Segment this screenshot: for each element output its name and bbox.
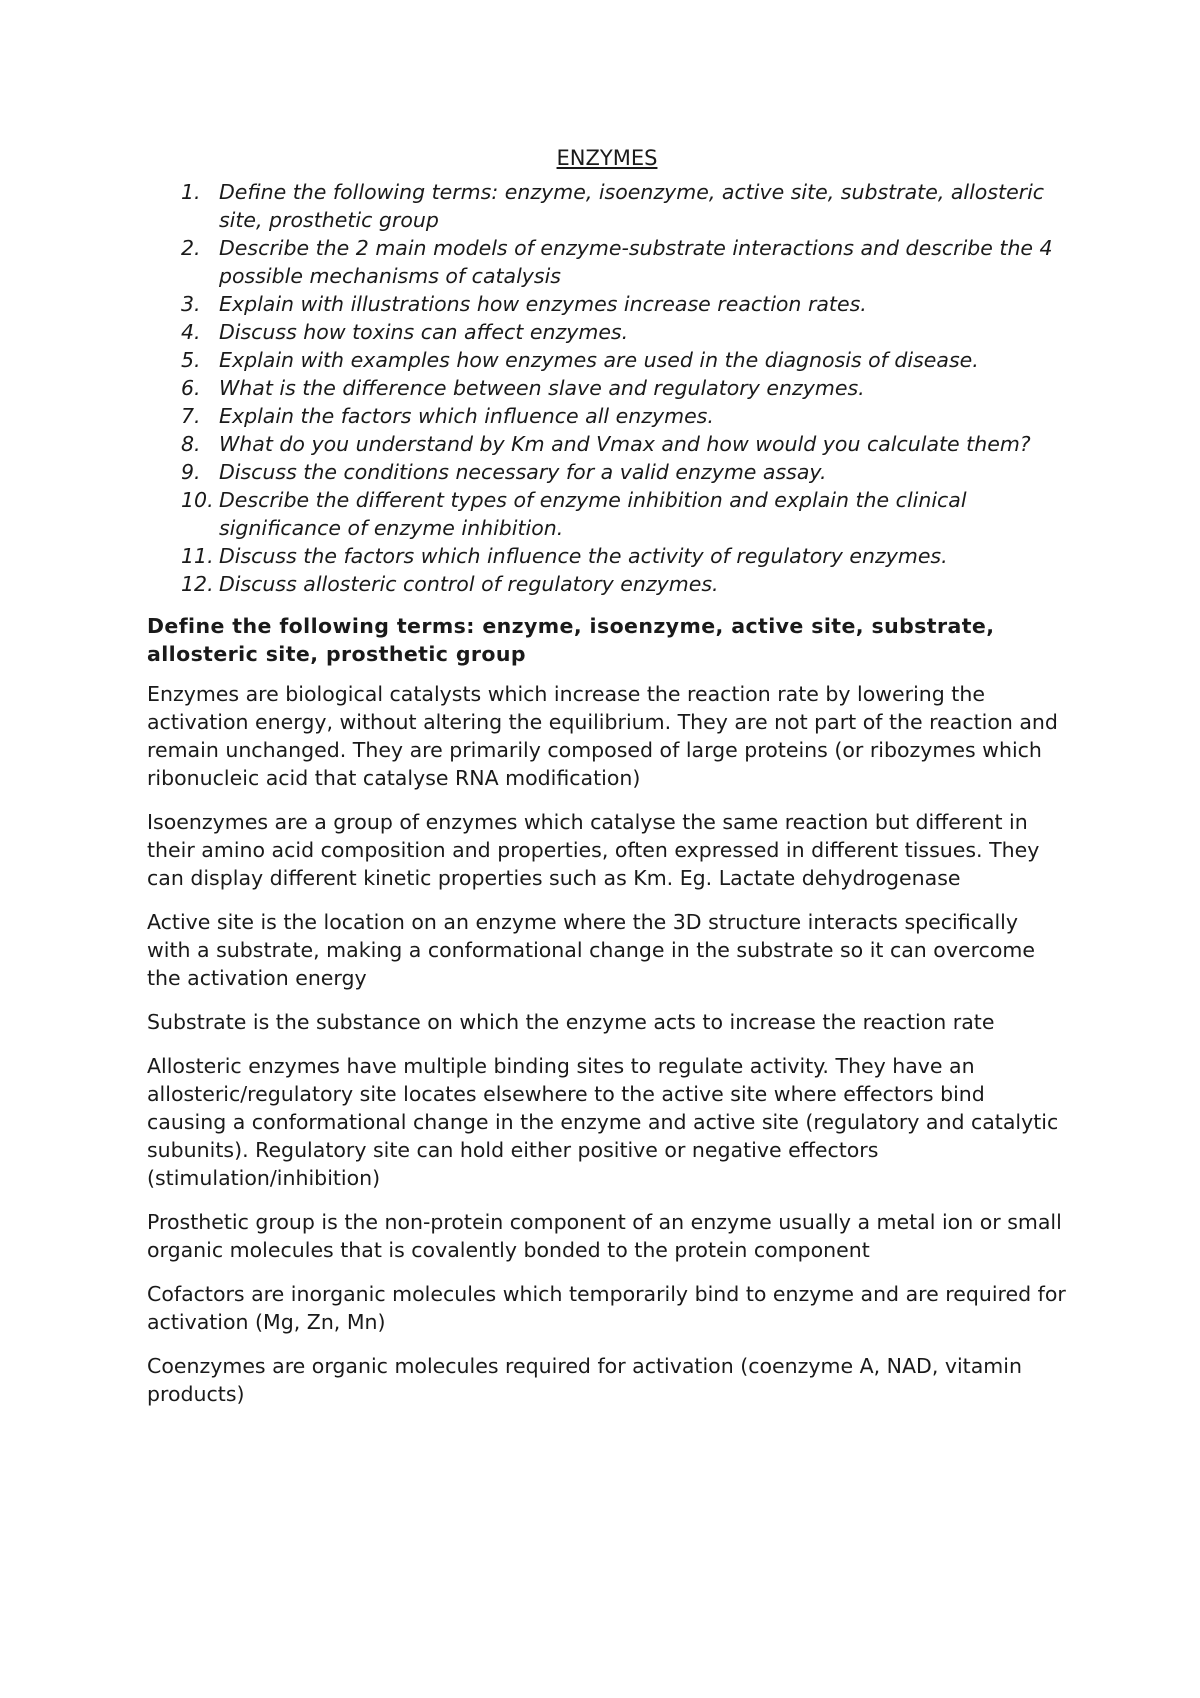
question-item bbox=[147, 542, 1067, 570]
question-number: 5. bbox=[181, 348, 201, 372]
question-item bbox=[147, 570, 1067, 598]
paragraph-enzymes: Enzymes are biological catalysts which increase the reaction rate by lowering the activation energy, without altering the equilibrium. They are not part of the reaction and remain unchanged. They are primarily composed of large proteins (or ribozymes which ribonucleic acid that catalyse RNA modification) bbox=[147, 682, 1058, 790]
question-text: Discuss how toxins can affect enzymes. bbox=[219, 320, 629, 344]
document-title: ENZYMES bbox=[556, 146, 658, 170]
question-number: 4. bbox=[181, 320, 201, 344]
question-text: Discuss allosteric control of regulatory enzymes. bbox=[219, 572, 719, 596]
question-text: Describe the 2 main models of enzyme-substrate interactions and describe the 4 possible mechanisms of catalysis bbox=[219, 236, 1053, 288]
question-number: 12. bbox=[181, 572, 214, 596]
paragraph-allosteric: Allosteric enzymes have multiple binding sites to regulate activity. They have an allosteric/regulatory site locates elsewhere to the active site where effectors bind causing a conformational change in the enzyme and active site (regulatory and catalytic subunits). Regulatory site can hold either positive or negative effectors (stimulation/inhibition) bbox=[147, 1054, 1059, 1190]
question-number: 10. bbox=[181, 488, 214, 512]
question-item bbox=[147, 290, 1067, 318]
paragraph-substrate: Substrate is the substance on which the enzyme acts to increase the reaction rate bbox=[147, 1010, 995, 1034]
question-item bbox=[147, 402, 1067, 430]
document-page bbox=[147, 140, 1067, 1424]
question-text: Explain with examples how enzymes are used in the diagnosis of disease. bbox=[219, 348, 979, 372]
question-text: What do you understand by Km and Vmax and how would you calculate them? bbox=[219, 432, 1031, 456]
question-item bbox=[147, 234, 1067, 290]
question-text: Discuss the factors which influence the activity of regulatory enzymes. bbox=[219, 544, 948, 568]
question-item bbox=[147, 458, 1067, 486]
paragraph-active-site: Active site is the location on an enzyme where the 3D structure interacts specifically with a substrate, making a conformational change in the substrate so it can overcome the activation energy bbox=[147, 910, 1035, 990]
question-text: Explain with illustrations how enzymes increase reaction rates. bbox=[219, 292, 867, 316]
question-item bbox=[147, 374, 1067, 402]
question-number: 3. bbox=[181, 292, 201, 316]
paragraph-prosthetic-group: Prosthetic group is the non-protein component of an enzyme usually a metal ion or small organic molecules that is covalently bonded to the protein component bbox=[147, 1210, 1062, 1262]
question-number: 6. bbox=[181, 376, 201, 400]
question-text: Explain the factors which influence all enzymes. bbox=[219, 404, 714, 428]
question-text: Describe the different types of enzyme inhibition and explain the clinical significance of enzyme inhibition. bbox=[219, 488, 967, 540]
question-text: Discuss the conditions necessary for a valid enzyme assay. bbox=[219, 460, 827, 484]
question-item bbox=[147, 318, 1067, 346]
question-item bbox=[147, 346, 1067, 374]
question-number: 8. bbox=[181, 432, 201, 456]
question-number: 9. bbox=[181, 460, 201, 484]
paragraph-cofactors: Cofactors are inorganic molecules which temporarily bind to enzyme and are required for activation (Mg, Zn, Mn) bbox=[147, 1282, 1066, 1334]
question-item bbox=[147, 486, 1067, 542]
question-text: What is the difference between slave and regulatory enzymes. bbox=[219, 376, 865, 400]
question-number: 11. bbox=[181, 544, 214, 568]
question-number: 2. bbox=[181, 236, 201, 260]
question-item bbox=[147, 178, 1067, 234]
question-number: 7. bbox=[181, 404, 201, 428]
paragraph-isoenzymes: Isoenzymes are a group of enzymes which catalyse the same reaction but different in their amino acid composition and properties, often expressed in different tissues. They can display different kinetic properties such as Km. Eg. Lactate dehydrogenase bbox=[147, 810, 1040, 890]
question-list bbox=[147, 178, 1067, 598]
question-item bbox=[147, 430, 1067, 458]
section-heading: Define the following terms: enzyme, isoenzyme, active site, substrate, allosteric site, prosthetic group bbox=[147, 614, 995, 666]
paragraph-coenzymes: Coenzymes are organic molecules required for activation (coenzyme A, NAD, vitamin products) bbox=[147, 1354, 1022, 1406]
question-text: Define the following terms: enzyme, isoenzyme, active site, substrate, allosteric site, prosthetic group bbox=[219, 180, 1045, 232]
question-number: 1. bbox=[181, 180, 201, 204]
